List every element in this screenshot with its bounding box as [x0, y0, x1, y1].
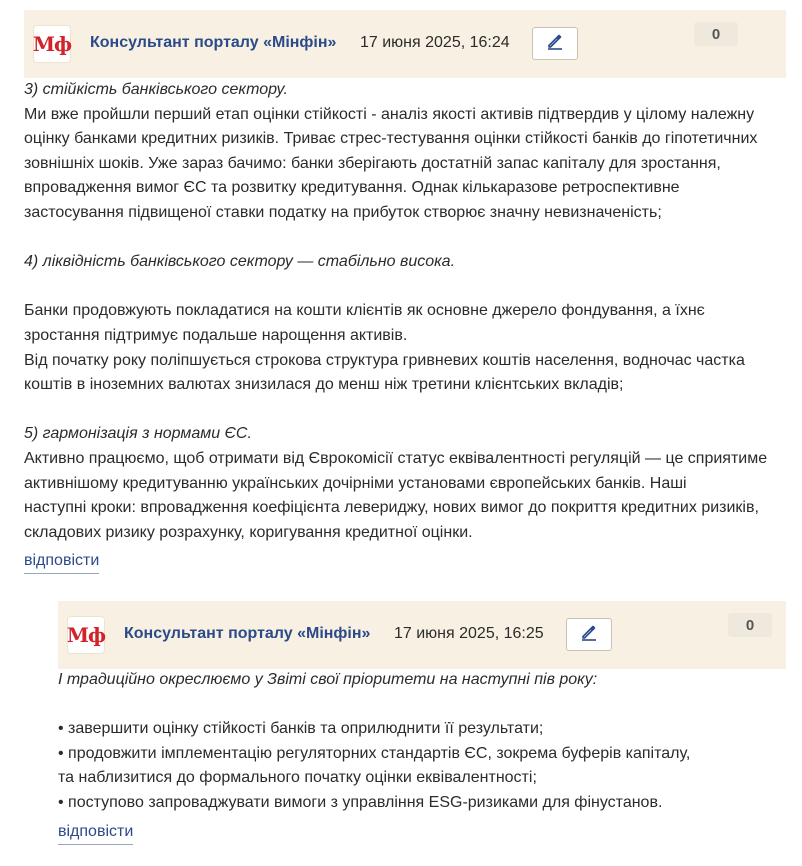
- comment-text-line: застосування підвищеної ставки податку на прибуток створює значну невизначеність;: [24, 203, 662, 221]
- rating-counter[interactable]: 0: [728, 613, 772, 637]
- rating-counter[interactable]: 0: [694, 22, 738, 46]
- comment-text-line: 5) гармонізація з нормами ЄС.: [24, 425, 252, 443]
- comment-date: 17 июня 2025, 16:24: [360, 34, 510, 51]
- comment-text-line: активнішому кредитуванню українських дочірніми установами європейських банків. Наші: [24, 474, 687, 492]
- reply-link[interactable]: відповісти: [24, 552, 99, 574]
- pencil-icon: [545, 31, 565, 56]
- comment-text-line: та наблизитися до формального початку оцінки еквівалентності;: [58, 769, 537, 787]
- comment-text-line: оцінку банками кредитних ризиків. Триває стрес-тестування оцінки стійкості банків до гіпотетичних: [24, 130, 758, 148]
- comment-text-line: 4) ліквідність банківського сектору — стабільно висока.: [24, 253, 456, 271]
- comment-text-line: коштів в іноземних валютах знизилася до менш ніж третини клієнтських вкладів;: [24, 376, 624, 394]
- comment-text-line: Від початку року поліпшується строкова структура гривневих коштів населення, водночас частка: [24, 351, 745, 369]
- blank-line: [24, 398, 794, 423]
- comment-text-line: зростання підтримує подальше нарощення активів.: [24, 326, 408, 344]
- comment-body: [24, 78, 794, 545]
- comment-header: [58, 601, 786, 669]
- comment-text-line: впровадження вимог ЄС та розвитку кредитування. Однак кількаразове ретроспективне: [24, 179, 680, 197]
- comment-text-line: наступні кроки: впровадження коефіцієнта левериджу, нових вимог до покриття кредитних ризиків,: [24, 499, 759, 517]
- blank-line: [24, 275, 794, 300]
- edit-button[interactable]: [566, 618, 612, 651]
- comment-author[interactable]: Консультант порталу «Мінфін»: [124, 625, 371, 642]
- comment-text-line: Активно працюємо, щоб отримати від Єврокомісії статус еквівалентності регуляцій — це сприятиме: [24, 449, 768, 467]
- comment-date: 17 июня 2025, 16:25: [394, 625, 544, 642]
- comment-text-line: складових ризику розрахунку, коригування кредитної оцінки.: [24, 523, 473, 541]
- comment-text-line: І традиційно окреслюємо у Звіті свої пріоритети на наступні пів року:: [58, 671, 598, 688]
- edit-button[interactable]: [532, 27, 578, 60]
- blank-line: [24, 226, 794, 251]
- comment-text-line: • продовжити імплементацію регуляторних стандартів ЄС, зокрема буферів капіталу,: [58, 744, 691, 762]
- blank-line: [58, 693, 798, 718]
- comment-text-line: Ми вже пройшли перший етап оцінки стійкості - аналіз якості активів підтвердив у цілому належну: [24, 105, 755, 123]
- comment-body: [58, 668, 798, 816]
- comment-text-line: 3) стійкість банківського сектору.: [24, 81, 288, 98]
- comment-text-line: Банки продовжують покладатися на кошти клієнтів як основне джерело фондування, а їхнє: [24, 302, 705, 320]
- minfin-logo: Мф: [68, 617, 104, 653]
- comment-header: [24, 10, 786, 78]
- pencil-icon: [579, 622, 599, 647]
- minfin-logo: Мф: [34, 26, 70, 62]
- comment-author[interactable]: Консультант порталу «Мінфін»: [90, 34, 337, 51]
- comment-text-line: зовнішніх шоків. Уже зараз бачимо: банки зберігають достатній запас капіталу для зростання,: [24, 154, 721, 172]
- comment-text-line: • поступово запроваджувати вимоги з управління ESG-ризиками для фінустанов.: [58, 793, 663, 811]
- comment-text-line: • завершити оцінку стійкості банків та оприлюднити її результати;: [58, 720, 544, 738]
- reply-link[interactable]: відповісти: [58, 823, 133, 845]
